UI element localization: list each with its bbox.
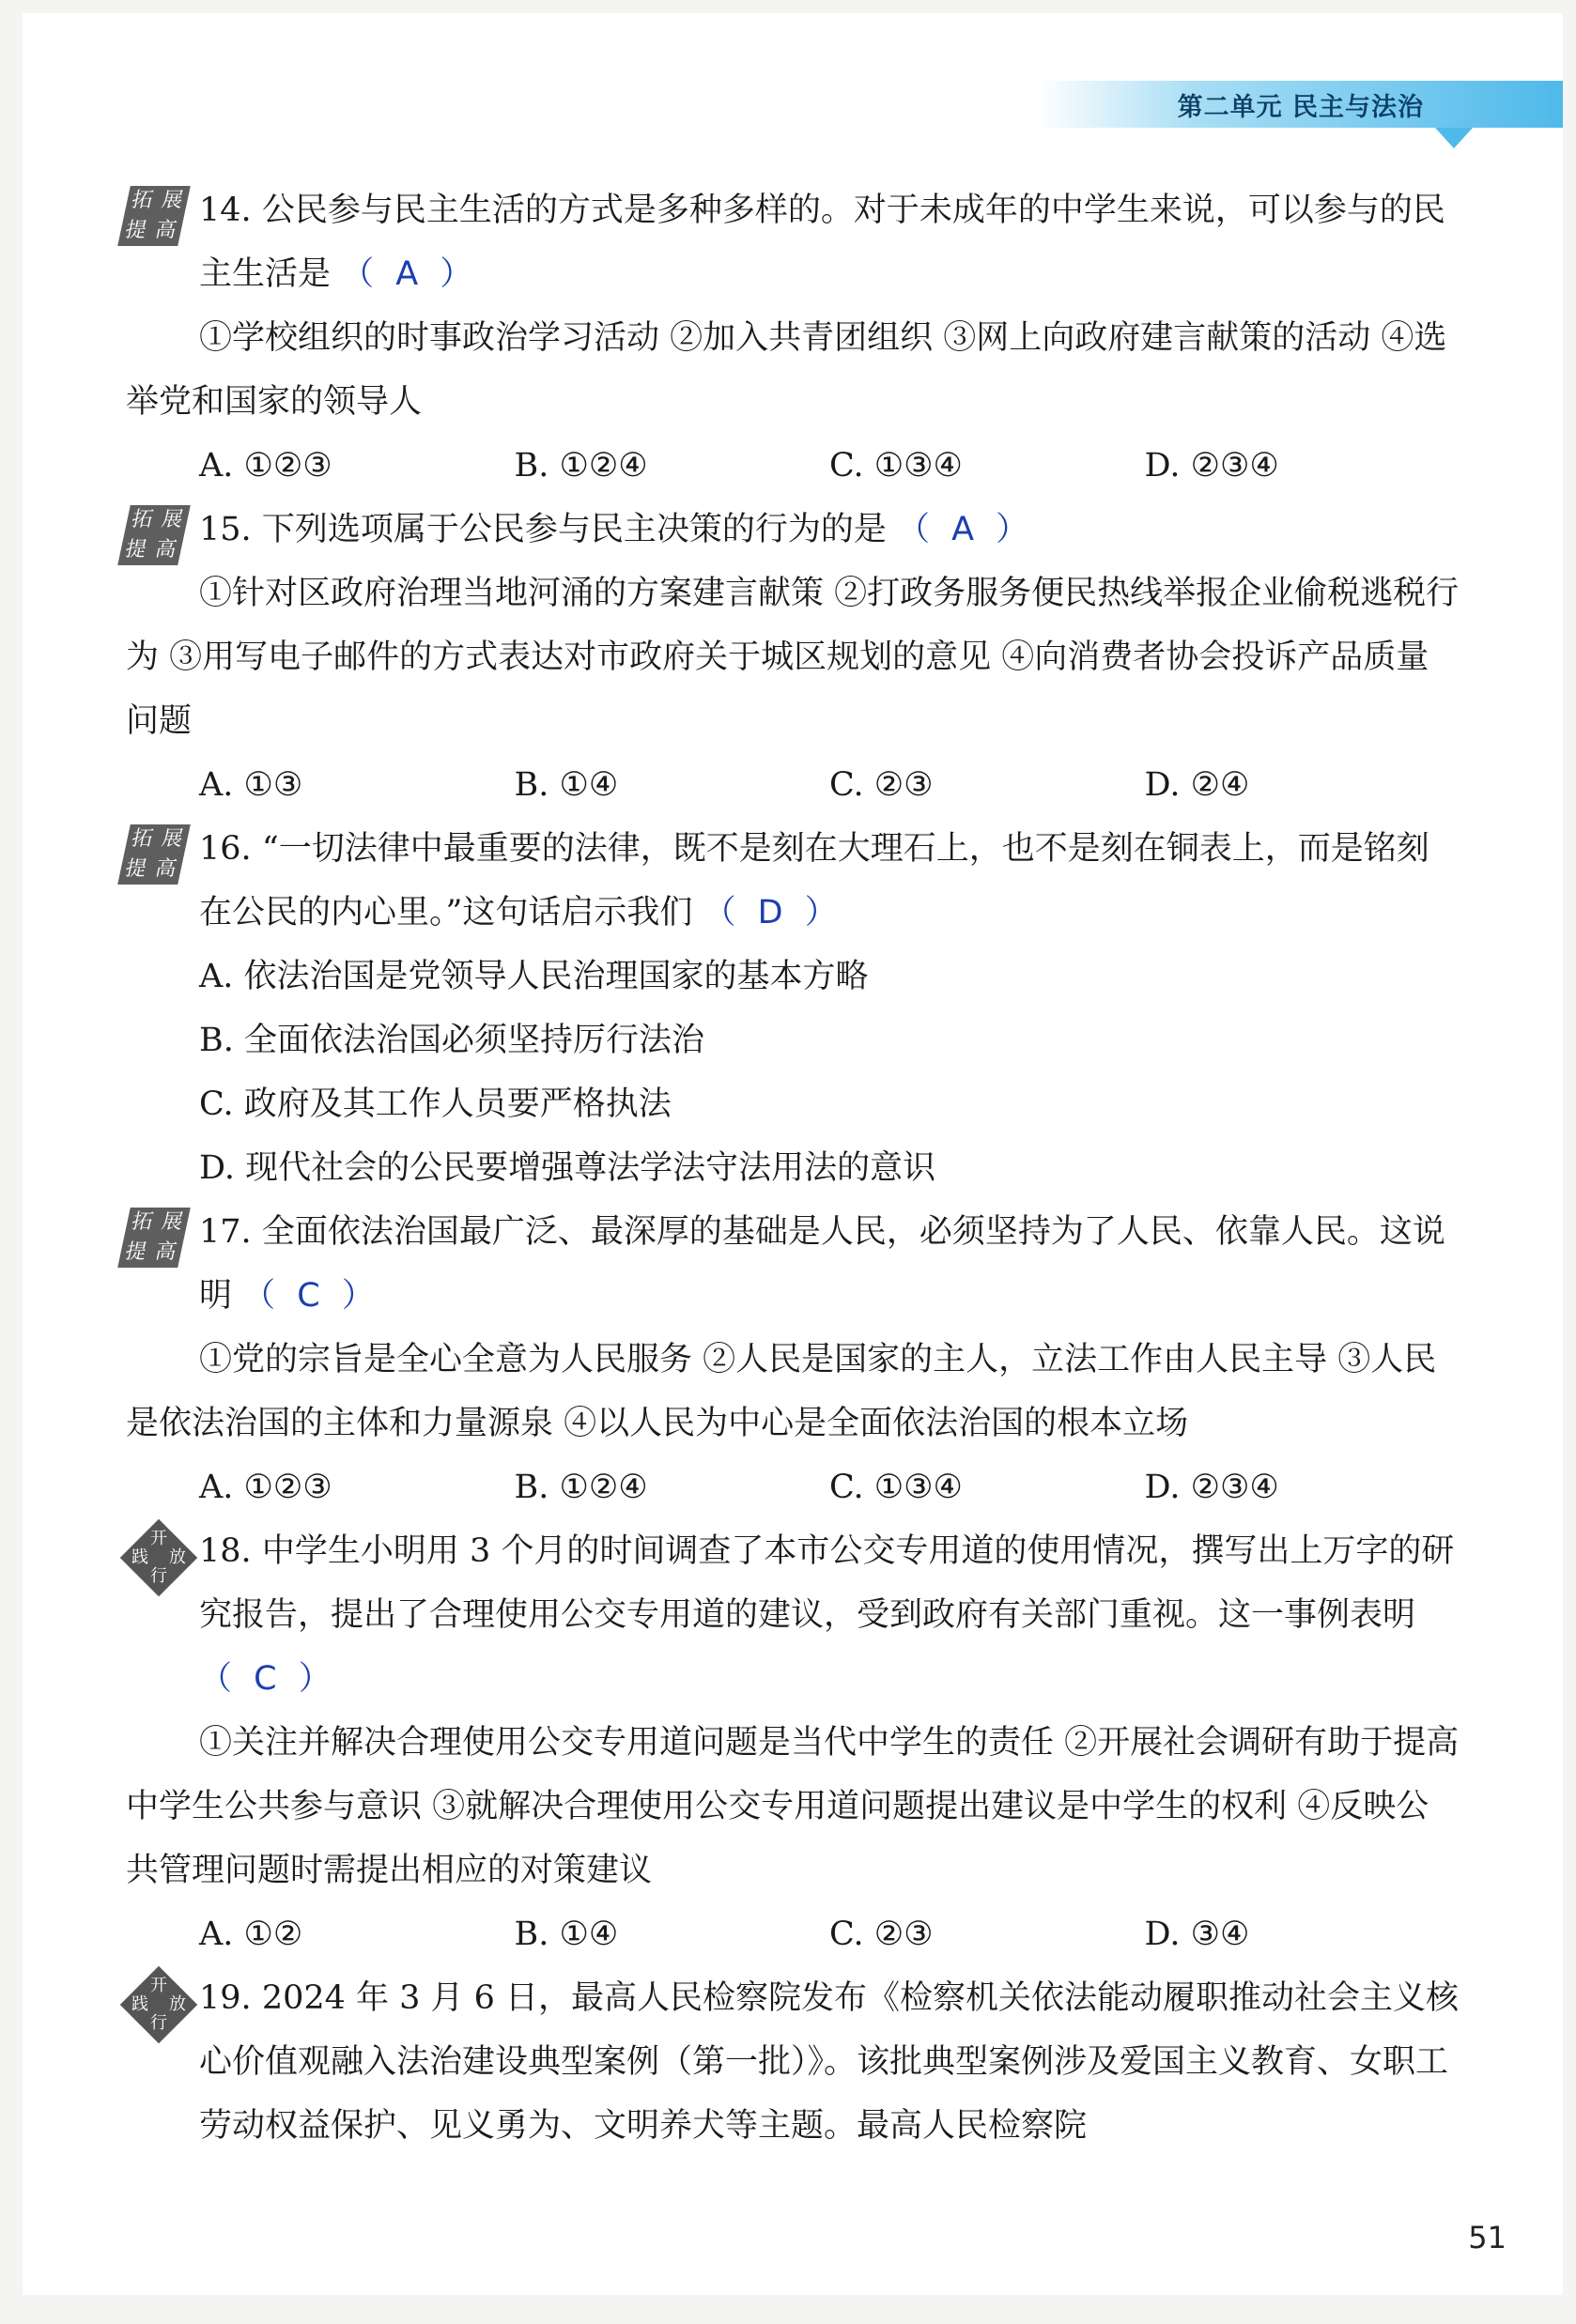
stem-text: “一切法律中最重要的法律，既不是刻在大理石上，也不是刻在铜表上，而是铭刻在公民的内心里。”这句话启示我们	[199, 830, 1429, 931]
question-items: ①学校组织的时事政治学习活动 ②加入共青团组织 ③网上向政府建言献策的活动 ④选举党和国家的领导人	[126, 319, 1447, 421]
answer-mark: （ D ）	[703, 894, 843, 931]
extend-badge-icon: 拓 展 提 高	[117, 1208, 191, 1268]
option-c: C. ①③④	[829, 1469, 963, 1506]
option-c: C. 政府及其工作人员要严格执法	[199, 1085, 672, 1123]
question-16	[123, 817, 1460, 1200]
question-stem	[126, 817, 1460, 945]
answer-mark: （ A ）	[341, 255, 479, 293]
question-14	[123, 178, 1460, 498]
answer-mark: （ C ）	[199, 1660, 337, 1698]
answer-mark: （ C ）	[242, 1277, 380, 1315]
question-stem	[126, 1200, 1460, 1328]
question-number: 17.	[199, 1213, 252, 1251]
stem-text: 2024 年 3 月 6 日，最高人民检察院发布《检察机关依法能动履职推动社会主义核心价值观融入法治建设典型案例（第一批）》。该批典型案例涉及爱国主义教育、女职工劳动权益保护、见义勇为、文明养犬等主题。最高人民检察院	[199, 1979, 1460, 2145]
question-items: ①关注并解决合理使用公交专用道问题是当代中学生的责任 ②开展社会调研有助于提高中学生公共参与意识 ③就解决合理使用公交专用道问题提出建议是中学生的权利 ④反映公共管理问题时需提出相应的对策建议	[126, 1724, 1460, 1889]
options-row	[126, 753, 1460, 817]
question-stem	[126, 1966, 1460, 2158]
stem-text: 全面依法治国最广泛、最深厚的基础是人民，必须坚持为了人民、依靠人民。这说明	[199, 1213, 1445, 1315]
options-row	[126, 434, 1460, 498]
stem-text: 中学生小明用 3 个月的时间调查了本市公交专用道的使用情况，撰写出上万字的研究报告，提出了合理使用公交专用道的建议，受到政府有关部门重视。这一事例表明	[199, 1532, 1455, 1634]
option-a: A. ①②③	[199, 1469, 332, 1506]
unit-header	[1037, 81, 1563, 128]
extend-badge-icon: 拓 展 提 高	[117, 186, 191, 246]
question-items: ①党的宗旨是全心全意为人民服务 ②人民是国家的主人，立法工作由人民主导 ③人民是依法治国的主体和力量源泉 ④以人民为中心是全面依法治国的根本立场	[126, 1341, 1437, 1442]
question-18	[126, 1519, 1460, 1966]
question-17	[123, 1200, 1460, 1519]
question-list	[123, 178, 1460, 2158]
options-row	[126, 1902, 1460, 1966]
option-d: D. ②④	[1144, 766, 1250, 804]
option-d: D. ②③④	[1144, 447, 1279, 485]
option-a: A. ①②	[199, 1916, 303, 1953]
option-d: D. ③④	[1144, 1916, 1250, 1953]
question-items: ①针对区政府治理当地河涌的方案建言献策 ②打政务服务便民热线举报企业偷税逃税行为 ③用写电子邮件的方式表达对市政府关于城区规划的意见 ④向消费者协会投诉产品质量问题	[126, 575, 1460, 740]
option-b: B. 全面依法治国必须坚持厉行法治	[199, 1022, 704, 1059]
option-d: D. ②③④	[1144, 1469, 1279, 1506]
textbook-page	[23, 13, 1563, 2295]
stem-text: 公民参与民主生活的方式是多种多样的。对于未成年的中学生来说，可以参与的民主生活是	[199, 192, 1445, 293]
option-c: C. ②③	[829, 1916, 934, 1953]
question-15	[123, 498, 1460, 817]
option-b: B. ①②④	[514, 1469, 648, 1506]
option-b: B. ①④	[514, 766, 619, 804]
option-c: C. ①③④	[829, 447, 963, 485]
question-stem	[126, 178, 1460, 306]
option-b: B. ①④	[514, 1916, 619, 1953]
question-stem	[126, 1519, 1460, 1711]
practice-badge-icon: 开 放 践 行	[126, 1972, 192, 2038]
unit-title: 第二单元 民主与法治	[1177, 92, 1424, 122]
practice-badge-icon: 开 放 践 行	[126, 1525, 192, 1591]
question-number: 18.	[199, 1532, 252, 1570]
question-number: 14.	[199, 192, 252, 229]
question-number: 15.	[199, 511, 252, 548]
option-a: A. ①②③	[199, 447, 332, 485]
option-b: B. ①②④	[514, 447, 648, 485]
question-stem	[126, 498, 1460, 562]
option-a: A. ①③	[199, 766, 303, 804]
header-arrow-icon	[1435, 128, 1473, 148]
stem-text: 下列选项属于公民参与民主决策的行为的是	[261, 511, 887, 548]
option-d: D. 现代社会的公民要增强尊法学法守法用法的意识	[199, 1149, 936, 1187]
option-a: A. 依法治国是党领导人民治理国家的基本方略	[199, 958, 869, 995]
extend-badge-icon: 拓 展 提 高	[117, 505, 191, 565]
question-19	[126, 1966, 1460, 2158]
options-row	[126, 1455, 1460, 1519]
question-number: 19.	[199, 1979, 252, 2017]
answer-mark: （ A ）	[896, 511, 1035, 548]
question-number: 16.	[199, 830, 252, 868]
extend-badge-icon: 拓 展 提 高	[117, 824, 191, 885]
option-c: C. ②③	[829, 766, 934, 804]
page-number: 51	[1468, 2220, 1506, 2255]
